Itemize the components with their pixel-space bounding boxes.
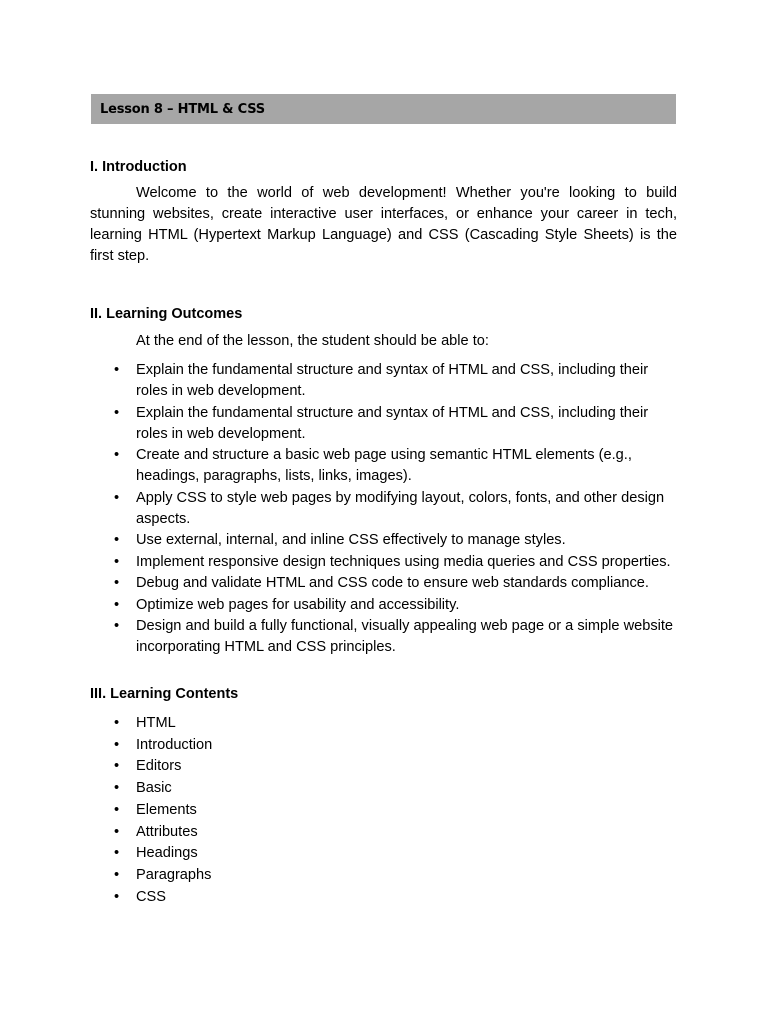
learning-outcomes-heading: II. Learning Outcomes (90, 306, 243, 322)
list-item-text: Explain the fundamental structure and syntax of HTML and CSS, including their roles in web development. (136, 404, 649, 442)
list-item (0, 595, 676, 616)
bullet-icon: • (114, 780, 120, 797)
bullet-icon: • (114, 866, 120, 883)
bullet-icon: • (114, 618, 120, 634)
bullet-icon: • (114, 404, 120, 421)
bullet-icon: • (114, 736, 120, 753)
introduction-heading: I. Introduction (90, 159, 187, 175)
list-item (0, 822, 676, 844)
list-item-text: Editors (136, 758, 182, 775)
list-item (0, 488, 676, 530)
list-item (0, 573, 676, 594)
list-item-text: Debug and validate HTML and CSS code to ensure web standards compliance. (136, 575, 649, 591)
learning-outcomes-list (0, 360, 676, 658)
bullet-icon: • (114, 715, 120, 731)
bullet-icon: • (114, 758, 120, 775)
list-item (0, 843, 676, 865)
learning-contents-heading: III. Learning Contents (90, 686, 239, 702)
list-item-text: Optimize web pages for usability and accessibility. (136, 596, 460, 613)
bullet-icon: • (114, 888, 120, 905)
bullet-icon: • (114, 823, 120, 840)
list-item-text: HTML (136, 715, 176, 731)
list-item (0, 552, 676, 573)
list-item-text: Apply CSS to style web pages by modifying layout, colors, fonts, and other design aspects. (136, 489, 665, 527)
list-item (0, 800, 676, 822)
list-item (0, 445, 676, 487)
list-item-text: Paragraphs (136, 866, 212, 883)
list-item (0, 403, 676, 445)
bullet-icon: • (114, 532, 120, 548)
bullet-icon: • (114, 801, 120, 818)
lesson-banner (91, 94, 676, 124)
list-item-text: Basic (136, 780, 172, 797)
bullet-icon: • (114, 489, 120, 506)
bullet-icon: • (114, 596, 120, 613)
list-item-text: Create and structure a basic web page using semantic HTML elements (e.g., headings, paragraphs, lists, links, images). (136, 447, 632, 484)
list-item-text: Introduction (136, 736, 213, 753)
bullet-icon: • (114, 575, 120, 591)
list-item-text: Implement responsive design techniques using media queries and CSS properties. (136, 553, 671, 570)
list-item-text: CSS (136, 888, 167, 905)
learning-contents-list (0, 713, 676, 908)
lesson-title: Lesson 8 – HTML & CSS (100, 101, 265, 117)
list-item (0, 865, 676, 887)
list-item (0, 713, 676, 735)
list-item (0, 756, 676, 778)
list-item (0, 616, 676, 658)
list-item-text: Attributes (136, 823, 198, 840)
learning-outcomes-lead: At the end of the lesson, the student should be able to: (136, 333, 489, 349)
bullet-icon: • (114, 362, 120, 378)
list-item (0, 778, 676, 800)
bullet-icon: • (114, 447, 120, 463)
bullet-icon: • (114, 553, 120, 570)
list-item (0, 735, 676, 757)
introduction-paragraph: Welcome to the world of web development! Whether you're looking to build stunning websites, create interactive user interfaces, or enhance your career in tech, learning HTML (Hypertext Markup Language) and CSS (Cascading Style Sheets) is the first step. (90, 185, 677, 264)
list-item-text: Explain the fundamental structure and syntax of HTML and CSS, including their roles in web development. (136, 362, 649, 399)
list-item (0, 887, 676, 909)
bullet-icon: • (114, 845, 120, 862)
list-item-text: Headings (136, 845, 198, 862)
list-item-text: Elements (136, 801, 197, 818)
list-item-text: Design and build a fully functional, visually appealing web page or a simple website incorporating HTML and CSS principles. (136, 618, 674, 655)
list-item (0, 530, 676, 551)
list-item (0, 360, 676, 402)
list-item-text: Use external, internal, and inline CSS effectively to manage styles. (136, 532, 566, 548)
